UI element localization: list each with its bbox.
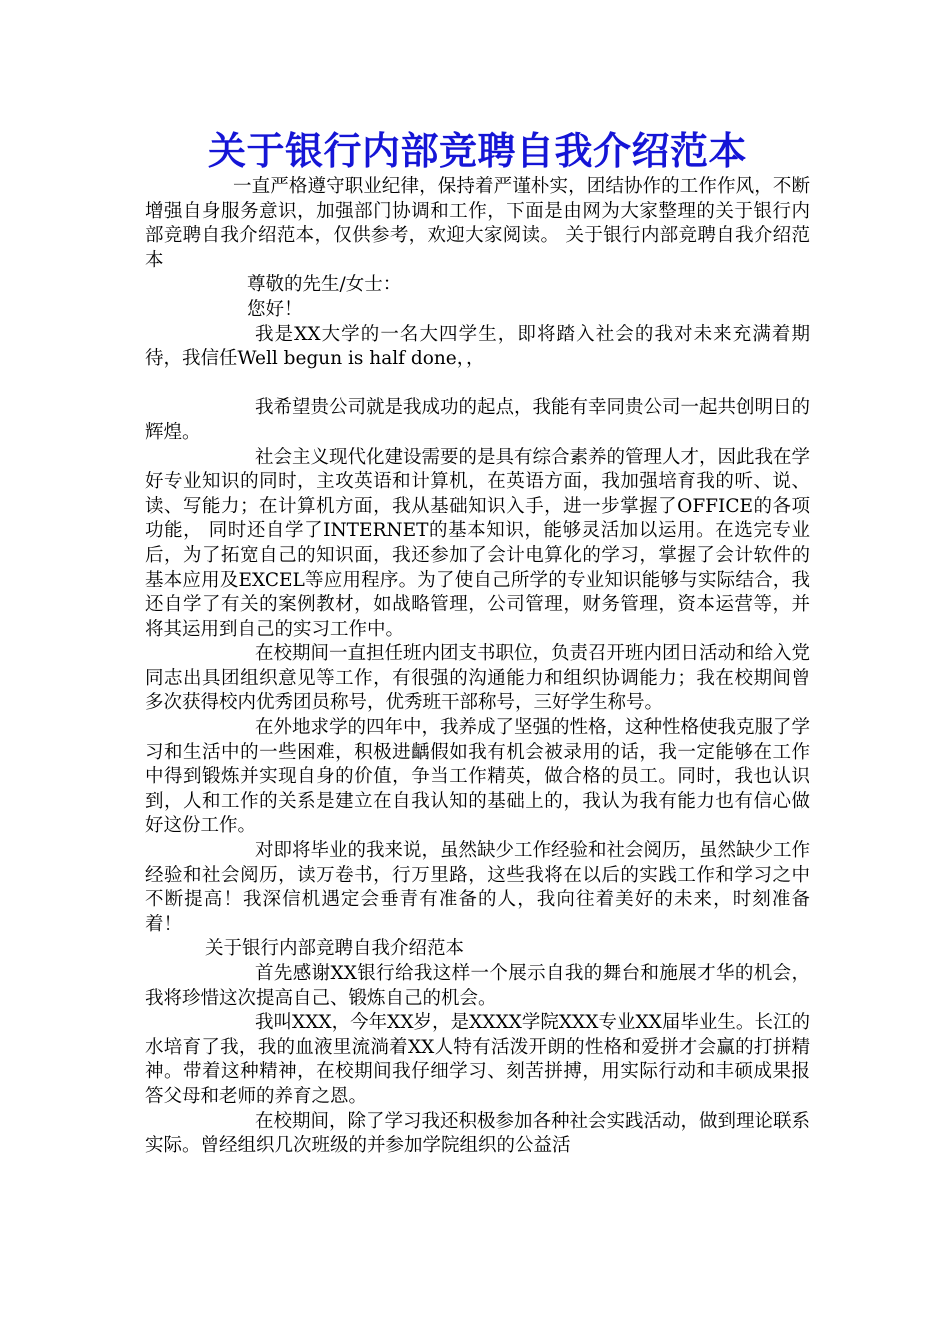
greeting: 您好！ — [247, 298, 303, 320]
body-paragraph: 我希望贵公司就是我成功的起点，我能有幸同贵公司一起共创明日的辉煌。 — [145, 397, 811, 443]
body-paragraph: 对即将毕业的我来说，虽然缺少工作经验和社会阅历，虽然缺少工作经验和社会阅历，读万卷书，行万里路，这些我将在以后的实践工作和学习之中不断提高！我深信机遇定会垂青有准备的人，我向往着美好的未来，时刻准备着！ — [145, 840, 811, 935]
body-paragraph: 我是XX大学的一名大四学生，即将踏入社会的我对未来充满着期待，我信任Well begun is half done，， — [145, 323, 810, 370]
body-paragraph: 在外地求学的四年中，我养成了坚强的性格，这种性格使我克服了学习和生活中的一些困难，积极进齲假如我有机会被录用的话，我一定能够在工作中得到锻炼并实现自身的价值，争当工作精英，做合格的员工。同时，我也认识到，人和工作的关系是建立在自我认知的基础上的，我认为我有能力也有信心做好这份工作。 — [145, 717, 811, 837]
document-page — [145, 125, 810, 1159]
intro-paragraph: 一直严格遵守职业纪律，保持着严谨朴实，团结协作的工作作风，不断增强自身服务意识，加强部门协调和工作，下面是由网为大家整理的关于银行内部竞聘自我介绍范本，仅供参考，欢迎大家阅读。 关于银行内部竞聘自我介绍范本 — [145, 176, 810, 271]
document-title: 关于银行内部竞聘自我介绍范本 — [207, 128, 747, 173]
body-paragraph: 我叫XXX，今年XX岁，是XXXX学院XXX专业XX届毕业生。长江的水培育了我，我的血液里流淌着XX人特有活泼开朗的性格和爱拼才会赢的打拼精神。带着这种精神，在校期间我仔细学习、刻苦拼搏，用实际行动和丰硕成果报答父母和老师的养育之恩。 — [145, 1012, 810, 1107]
body-paragraph: 社会主义现代化建设需要的是具有综合素养的管理人才，因此我在学好专业知识的同时，主攻英语和计算机，在英语方面，我加强培育我的听、说、读、写能力；在计算机方面，我从基础知识入手，进一步掌握了OFFICE的各项功能， 同时还自学了INTERNET的基本知识，能够灵活加以运用。在选完专业后，为了拓宽自己的知识面，我还参加了会计电算化的学习，掌握了会计软件的基本应用及EXCEL等应用程序。为了使自己所学的专业知识能够与实际结合，我还自学了有关的案例教材，如战略管理，公司管理，财务管理，资本运营等，并将其运用到自己的实习工作中。 — [145, 446, 811, 640]
section-heading: 关于银行内部竞聘自我介绍范本 — [205, 938, 465, 960]
blank-line — [145, 372, 810, 397]
body-paragraph: 首先感谢XX银行给我这样一个展示自我的舞台和施展才华的机会，我将珍惜这次提高自己、锻炼自己的机会。 — [145, 963, 810, 1009]
body-paragraph: 在校期间，除了学习我还积极参加各种社会实践活动，做到理论联系实际。曾经组织几次班级的并参加学院组织的公益活 — [145, 1110, 811, 1157]
body-paragraph: 在校期间一直担任班内团支书职位，负责召开班内团日活动和给入党同志出具团组织意见等工作，有很强的沟通能力和组织协调能力；我在校期间曾多次获得校内优秀团员称号，优秀班干部称号，三好学生称号。 — [145, 643, 811, 714]
salutation: 尊敬的先生/女士： — [247, 274, 402, 296]
